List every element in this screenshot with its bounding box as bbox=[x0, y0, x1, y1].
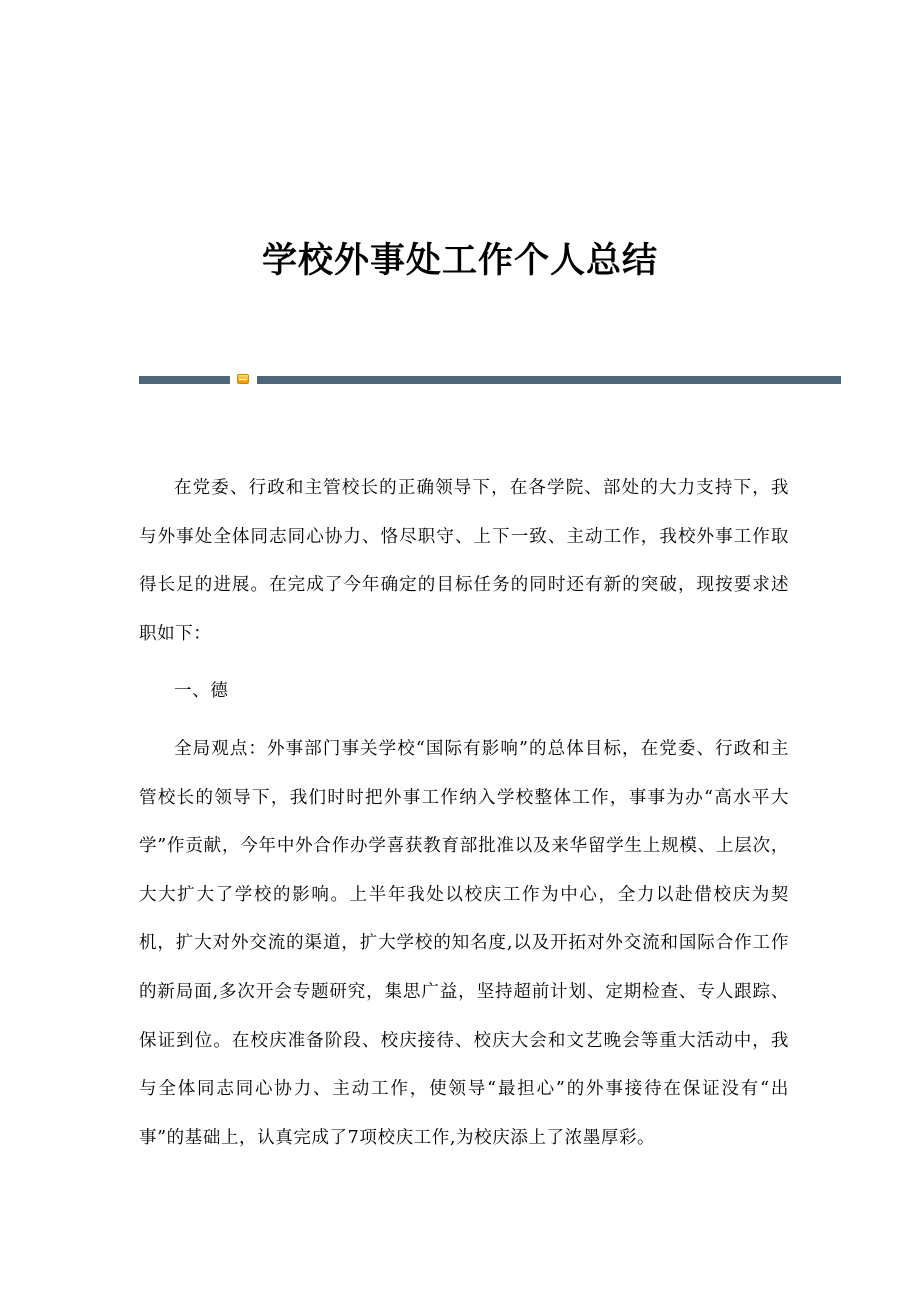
title-divider bbox=[139, 372, 841, 386]
divider-bar-left bbox=[139, 376, 230, 384]
intro-paragraph: 在党委、行政和主管校长的正确领导下，在各学院、部处的大力支持下，我与外事处全体同志同心协力、恪尽职守、上下一致、主动工作，我校外事工作取得长足的进展。在完成了今年确定的目标任务的同时还有新的突破，现按要求述职如下： bbox=[139, 478, 789, 644]
document-body bbox=[139, 464, 789, 1171]
ornament-icon bbox=[237, 374, 249, 384]
overall-view-paragraph: 全局观点：外事部门事关学校“国际有影响”的总体目标，在党委、行政和主管校长的领导下，我们时时把外事工作纳入学校整体工作，事事为办“高水平大学”作贡献，今年中外合作办学喜获教育部批准以及来华留学生上规模、上层次，大大扩大了学校的影响。上半年我处以校庆工作为中心，全力以赴借校庆为契机，扩大对外交流的渠道，扩大学校的知名度,以及开拓对外交流和国际合作工作的新局面,多次开会专题研究，集思广益，坚持超前计划、定期检查、专人跟踪、保证到位。在校庆准备阶段、校庆接待、校庆大会和文艺晚会等重大活动中，我与全体同志同心协力、主动工作，使领导“最担心”的外事接待在保证没有“出事”的基础上，认真完成了7项校庆工作,为校庆添上了浓墨厚彩。 bbox=[139, 738, 789, 1148]
section-heading-de: 一、德 bbox=[174, 681, 229, 702]
divider-bar-right bbox=[257, 376, 841, 384]
document-title: 学校外事处工作个人总结 bbox=[261, 240, 658, 282]
